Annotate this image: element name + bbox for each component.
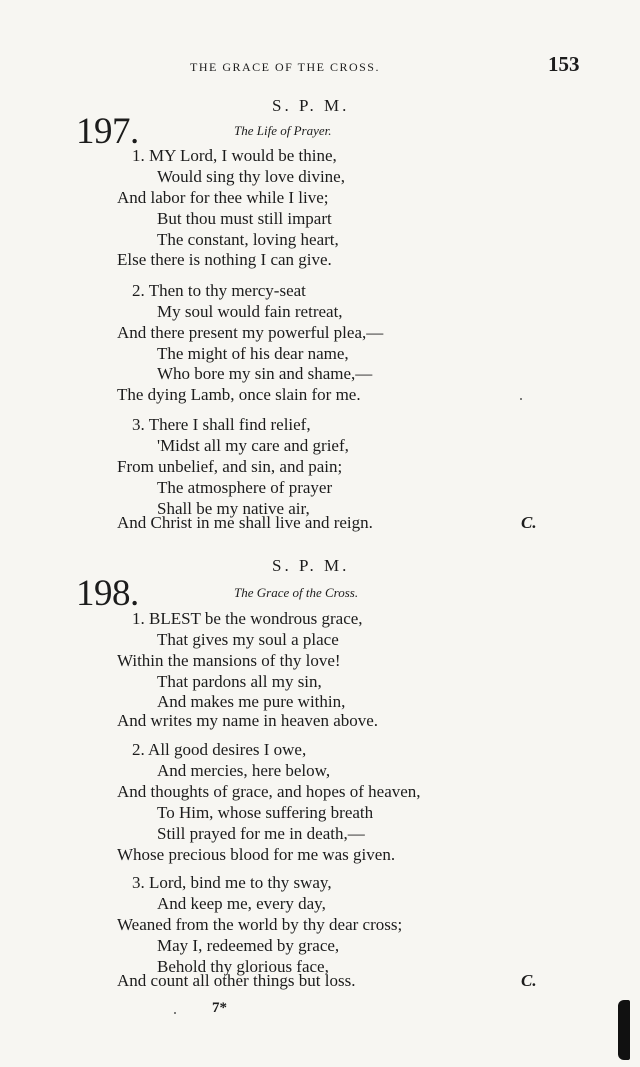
author-signature: C. [521, 971, 537, 990]
hymn-title: The Life of Prayer. [234, 123, 332, 138]
hymn-line: From unbelief, and sin, and pain; [117, 457, 343, 476]
hymn-line: And Christ in me shall live and reign. [117, 513, 373, 532]
printer-signature-mark: 7* [212, 1000, 227, 1016]
hymn-line: To Him, whose suffering breath [157, 803, 374, 822]
hymn-number: 197. [76, 111, 139, 152]
hymn-line: Still prayed for me in death,— [157, 824, 365, 843]
hymn-line: Whose precious blood for me was given. [117, 845, 396, 864]
hymn-line: And writes my name in heaven above. [117, 711, 379, 730]
hymn-line: The dying Lamb, once slain for me. [117, 385, 361, 404]
hymn-line: And thoughts of grace, and hopes of heaven, [117, 782, 421, 801]
hymn-line: The constant, loving heart, [157, 230, 339, 249]
hymn-line: 1. BLEST be the wondrous grace, [132, 609, 363, 628]
hymn-line: Behold thy glorious face, [157, 957, 329, 976]
hymn-meter: S. P. M. [272, 556, 350, 575]
hymn-number: 198. [76, 573, 139, 614]
hymn-line: 2. Then to thy mercy-seat [132, 281, 306, 300]
hymn-line: 2. All good desires I owe, [132, 740, 307, 759]
hymn-line: And labor for thee while I live; [117, 188, 329, 207]
hymn-line: Within the mansions of thy love! [117, 651, 341, 670]
hymn-line: Who bore my sin and shame,— [157, 364, 373, 383]
hymn-title: The Grace of the Cross. [234, 585, 359, 600]
hymn-line: 3. There I shall find relief, [132, 415, 311, 434]
hymn-line: 1. MY Lord, I would be thine, [132, 146, 337, 165]
hymn-line: And keep me, every day, [157, 894, 326, 913]
running-head: THE GRACE OF THE CROSS. [190, 60, 380, 74]
hymn-line: That gives my soul a place [157, 630, 339, 649]
hymn-line: May I, redeemed by grace, [157, 936, 340, 955]
page-number: 153 [548, 52, 580, 76]
hymn-line: And makes me pure within, [157, 692, 346, 711]
hymn-line: That pardons all my sin, [157, 672, 322, 691]
hymn-line: The atmosphere of prayer [157, 478, 333, 497]
hymn-line: The might of his dear name, [157, 344, 349, 363]
hymn-line: 3. Lord, bind me to thy sway, [132, 873, 332, 892]
hymn-line: Weaned from the world by thy dear cross; [117, 915, 403, 934]
speck [174, 1012, 176, 1014]
hymn-line: 'Midst all my care and grief, [157, 436, 349, 455]
hymn-line: Else there is nothing I can give. [117, 250, 332, 269]
author-signature: C. [521, 513, 537, 532]
hymn-line: But thou must still impart [157, 209, 332, 228]
hymn-line: And there present my powerful plea,— [117, 323, 384, 342]
hymn-meter: S. P. M. [272, 96, 350, 115]
hymn-line: Would sing thy love divine, [157, 167, 345, 186]
hymn-line: And mercies, here below, [157, 761, 331, 780]
scan-edge-shadow [618, 1000, 630, 1060]
hymn-line: And count all other things but loss. [117, 971, 356, 990]
hymn-line: My soul would fain retreat, [157, 302, 343, 321]
speck [520, 398, 522, 400]
hymn-line: Shall be my native air, [157, 499, 310, 518]
